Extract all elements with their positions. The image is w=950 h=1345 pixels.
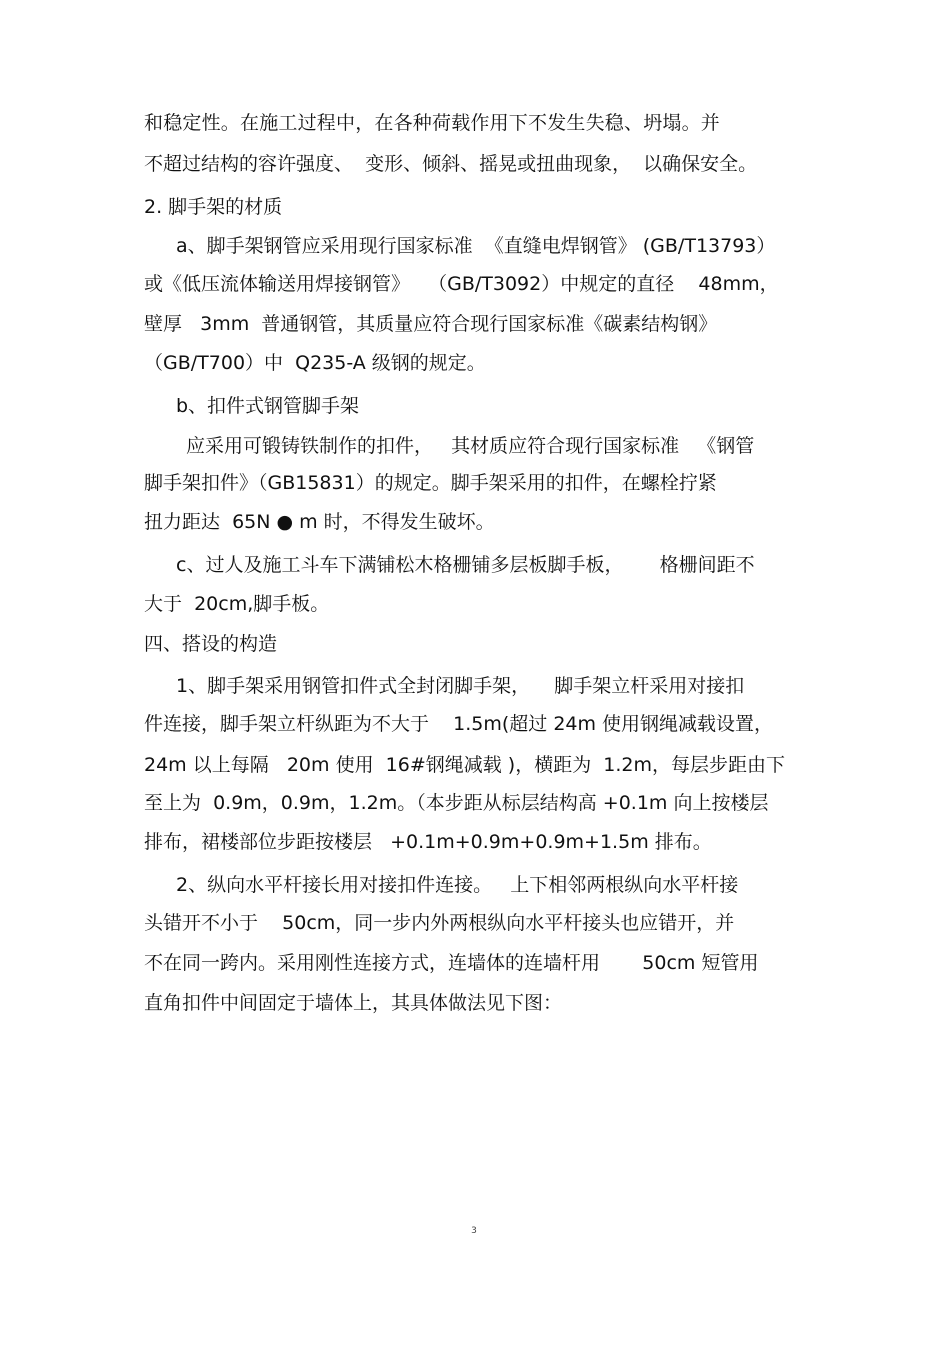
subsection-heading: b、扣件式钢管脚手架 [176,395,360,417]
text-line: 件连接，脚手架立杆纵距为不大于 1.5m(超过 24m 使用钢绳减载设置， [144,713,774,735]
text-line: 直角扣件中间固定于墙体上，其具体做法见下图： [144,992,563,1014]
text-line: 脚手架扣件》（GB15831）的规定。脚手架采用的扣件，在螺栓拧紧 [144,472,717,494]
text-line: 24m 以上每隔 20m 使用 16#钢绳减载 )，横距为 1.2m，每层步距由下 [144,754,786,776]
text-line: a、脚手架钢管应采用现行国家标准 《直缝电焊钢管》 (GB/T13793） [176,235,776,257]
text-line: 不在同一跨内。采用刚性连接方式，连墙体的连墙杆用 50cm 短管用 [144,952,759,974]
section-heading: 2. 脚手架的材质 [144,196,283,218]
text-line: 不超过结构的容许强度、 变形、倾斜、摇晃或扭曲现象， 以确保安全。 [144,153,758,175]
text-line: 或《低压流体输送用焊接钢管》 （GB/T3092）中规定的直径 48mm， [144,273,779,295]
text-line: （GB/T700）中 Q235-A 级钢的规定。 [144,352,486,374]
text-line: 1、脚手架采用钢管扣件式全封闭脚手架， 脚手架立杆采用对接扣 [176,675,745,697]
text-line: 头错开不小于 50cm，同一步内外两根纵向水平杆接头也应错开，并 [144,912,735,934]
text-line: 2、纵向水平杆接长用对接扣件连接。 上下相邻两根纵向水平杆接 [176,874,739,896]
section-heading: 四、搭设的构造 [144,633,278,655]
text-line: 至上为 0.9m，0.9m，1.2m。（本步距从标层结构高 +0.1m 向上按楼层 [144,792,769,814]
page-number: 3 [471,1226,477,1236]
text-line: 排布，裙楼部位步距按楼层 +0.1m+0.9m+0.9m+1.5m 排布。 [144,831,712,853]
text-line: 壁厚 3mm 普通钢管，其质量应符合现行国家标准《碳素结构钢》 [144,313,718,335]
text-line: 和稳定性。在施工过程中，在各种荷载作用下不发生失稳、坍塌。并 [144,112,721,134]
text-line: 大于 20cm,脚手板。 [144,593,330,615]
text-line: 应采用可锻铸铁制作的扣件， 其材质应符合现行国家标准 《钢管 [186,435,755,457]
text-line: 扭力距达 65N ● m 时，不得发生破坏。 [144,511,495,533]
text-line: c、过人及施工斗车下满铺松木格栅铺多层板脚手板， 格栅间距不 [176,554,755,576]
